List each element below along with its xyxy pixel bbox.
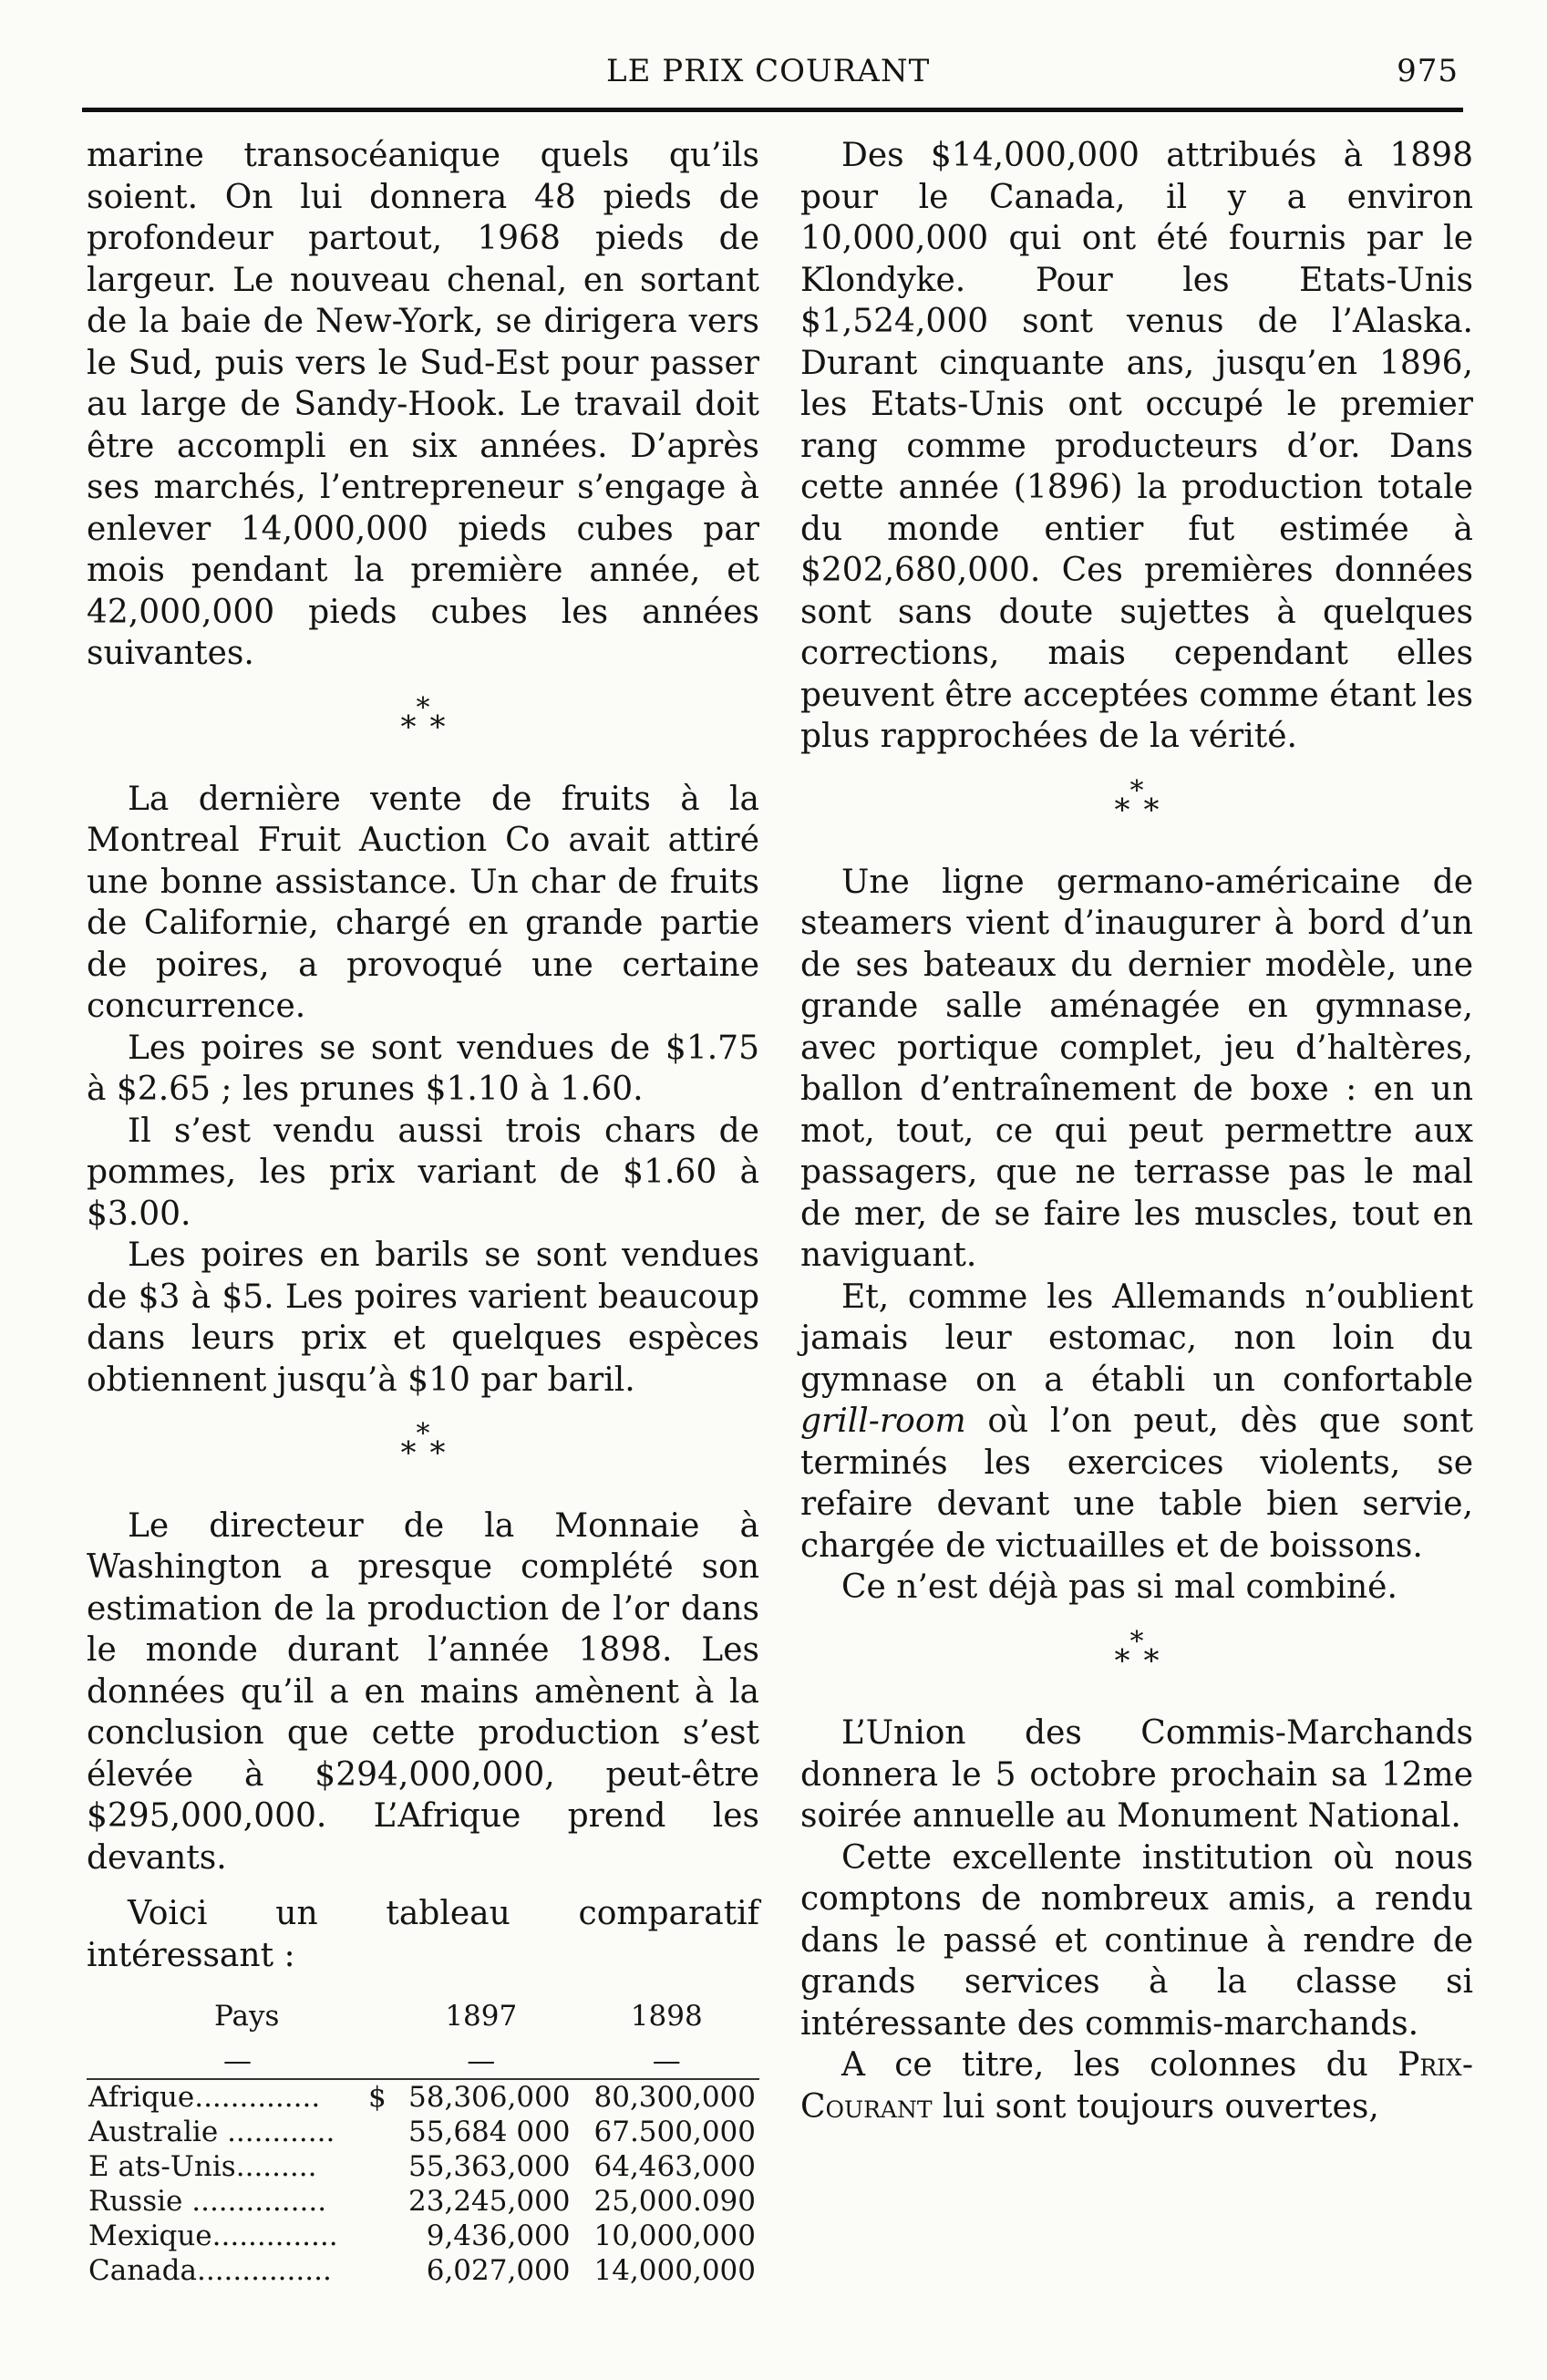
- table-cell-1898: 64,463,000: [593, 2149, 756, 2183]
- page-number: 975: [1397, 53, 1459, 89]
- table-row: [87, 2253, 759, 2288]
- grill-room-text-b: où l’on peut, dès que sont terminés les exercices violents, se refaire devant une table bien servie, chargée de victuailles et de boissons.: [800, 1402, 1474, 1565]
- paragraph-union-soiree: L’Union des Commis-Marchands donnera le 5 octobre prochain sa 12me soirée annuelle au Monument National.: [800, 1714, 1473, 1836]
- journal-title: LE PRIX COURANT: [606, 53, 931, 89]
- table-cell-dots: ...............: [196, 2253, 332, 2287]
- table-cell-1898: 14,000,000: [593, 2253, 756, 2287]
- table-cell-country: E ats-Unis: [88, 2149, 236, 2183]
- grill-room-term: grill-room: [800, 1402, 966, 1441]
- paragraph-apple-prices: Il s’est vendu aussi trois chars de pommes, les prix variant de $1.60 à $3.00.: [87, 1112, 759, 1233]
- table-cell-currency: [368, 2149, 388, 2184]
- table-cell-1898: 67.500,000: [593, 2115, 756, 2148]
- table-cell-currency: [368, 2184, 388, 2219]
- paragraph-gold-details: Des $14,000,000 attribués à 1898 pour le Canada, il y a environ 10,000,000 qui ont été fournis par le Klondyke. Pour les Etats-Unis $1,524,000 sont venus de l’Alaska. Durant cinquante ans, jusqu’en 1896, les Etats-Unis ont occupé le premier rang comme producteurs d’or. Dans cette année (1896) la production totale du monde entier fut estimée à $202,680,000. Ces premières données sont sans doute sujettes à quelques corrections, mais cependant elles peuvent être acceptées comme étant les plus rapprochées de la vérité.: [800, 137, 1473, 755]
- section-separator: ***: [1114, 1625, 1160, 1680]
- table-header-1897: 1897: [445, 2000, 518, 2033]
- table-cell-1897: 58,306,000: [388, 2079, 573, 2115]
- table-cell-1897: 9,436,000: [426, 2219, 571, 2252]
- section-separator: ***: [400, 691, 446, 745]
- table-cell-dots: ..............: [194, 2080, 321, 2114]
- paragraph-steamer-gymnasium: Une ligne germano-américaine de steamers vient d’inaugurer à bord d’un de ses bateaux du dernier modèle, une grande salle aménagée en gymnase, avec portique complet, jeu d’haltères, ballon d’entraînement de boxe : en un mot, tout, ce qui peut permettre aux passagers, que ne terrasse pas le mal de mer, de se faire les muscles, tout en naviguant.: [800, 863, 1473, 1275]
- paragraph-combined: Ce n’est déjà pas si mal combiné.: [841, 1568, 1397, 1607]
- table-dash: —: [223, 2044, 252, 2077]
- page-header: [82, 46, 1459, 91]
- journal-name-smallcaps: Prix-Courant: [800, 2046, 1473, 2126]
- left-column: [87, 135, 759, 2288]
- table-row: [87, 2184, 759, 2219]
- columns-text-b: lui sont toujours ouvertes,: [943, 2087, 1379, 2126]
- table-cell-currency: $: [368, 2079, 388, 2115]
- right-column: [800, 135, 1473, 2127]
- paragraph-grill-room: [800, 1277, 1473, 1568]
- paragraph-gold-production: Le directeur de la Monnaie à Washington a presque complété son estimation de la production de l’or dans le monde durant l’année 1898. Les données qu’il a en mains amènent à la conclusion que cette production s’est élevée à $294,000,000, peut-être $295,000,000. L’Afrique prend les devants.: [87, 1506, 759, 1877]
- table-cell-country: Canada: [88, 2253, 197, 2287]
- table-cell-currency: [368, 2253, 388, 2288]
- table-cell-country: Russie: [88, 2184, 183, 2218]
- table-cell-dots: ...............: [191, 2184, 327, 2218]
- paragraph-fruit-auction: La dernière vente de fruits à la Montreal Fruit Auction Co avait attiré une bonne assistance. Un char de fruits de Californie, chargé en grande partie de poires, a provoqué une certaine concurrence.: [87, 780, 759, 1026]
- table-row: [87, 2115, 759, 2149]
- table-cell-country: Mexique: [88, 2219, 212, 2252]
- table-dash: —: [652, 2044, 681, 2077]
- section-separator: ***: [1114, 774, 1160, 828]
- table-header-country: Pays: [214, 2000, 280, 2033]
- table-cell-dots: .........: [235, 2149, 317, 2183]
- paragraph-harbor-channel: marine transocéanique quels qu’ils soient. On lui donnera 48 pieds de profondeur partout, 1968 pieds de largeur. Le nouveau chenal, en sortant de la baie de New-York, se dirigera vers le Sud, puis vers le Sud-Est pour passer au large de Sandy-Hook. Le travail doit être accompli en six années. D’après ses marchés, l’entrepreneur s’engage à enlever 14,000,000 pieds cubes par mois pendant la première année, et 42,000,000 pieds cubes les années suivantes.: [87, 137, 759, 672]
- table-row: [87, 2079, 759, 2115]
- paragraph-institution: Cette excellente institution où nous comptons de nombreux amis, a rendu dans le passé et continue à rendre de grands services à la classe si intéressante des commis-marchands.: [800, 1838, 1473, 2043]
- table-cell-country: Afrique: [88, 2080, 195, 2114]
- table-cell-1898: 10,000,000: [593, 2219, 756, 2252]
- paragraph-barrel-pears: Les poires en barils se sont vendues de $3 à $5. Les poires varient beaucoup dans leurs prix et quelques espèces obtiennent jusqu’à $10 par baril.: [87, 1237, 759, 1399]
- table-cell-country: Australie: [88, 2115, 219, 2148]
- columns-text-a: A ce titre, les colonnes du: [841, 2046, 1368, 2085]
- section-separator: ***: [400, 1418, 446, 1472]
- table-row: [87, 2219, 759, 2253]
- table-cell-1898: 80,300,000: [574, 2079, 759, 2115]
- paragraph-table-intro: Voici un tableau comparatif intéressant :: [87, 1895, 759, 1974]
- paragraph-pear-prices: Les poires se sont vendues de $1.75 à $2.65 ; les prunes $1.10 à 1.60.: [87, 1029, 759, 1109]
- table-cell-currency: [368, 2115, 388, 2149]
- grill-room-text-a: Et, comme les Allemands n’oublient jamais leur estomac, non loin du gymnase on a établi un confortable: [800, 1278, 1473, 1399]
- paragraph-columns-open: [800, 2044, 1473, 2127]
- table-dash: —: [467, 2044, 496, 2077]
- table-row: [87, 2149, 759, 2184]
- table-cell-1898: 25,000.090: [593, 2184, 756, 2218]
- gold-production-table: [87, 1996, 759, 2288]
- table-cell-1897: 6,027,000: [426, 2253, 571, 2287]
- table-cell-currency: [368, 2219, 388, 2253]
- table-cell-1897: 55,363,000: [408, 2149, 571, 2183]
- table-cell-1897: 23,245,000: [408, 2184, 571, 2218]
- table-cell-dots: ..............: [211, 2219, 338, 2252]
- table-header-1898: 1898: [630, 2000, 703, 2033]
- table-cell-1897: 55,684 000: [408, 2115, 571, 2148]
- header-rule: [82, 108, 1463, 112]
- table-cell-dots: ............: [227, 2115, 335, 2148]
